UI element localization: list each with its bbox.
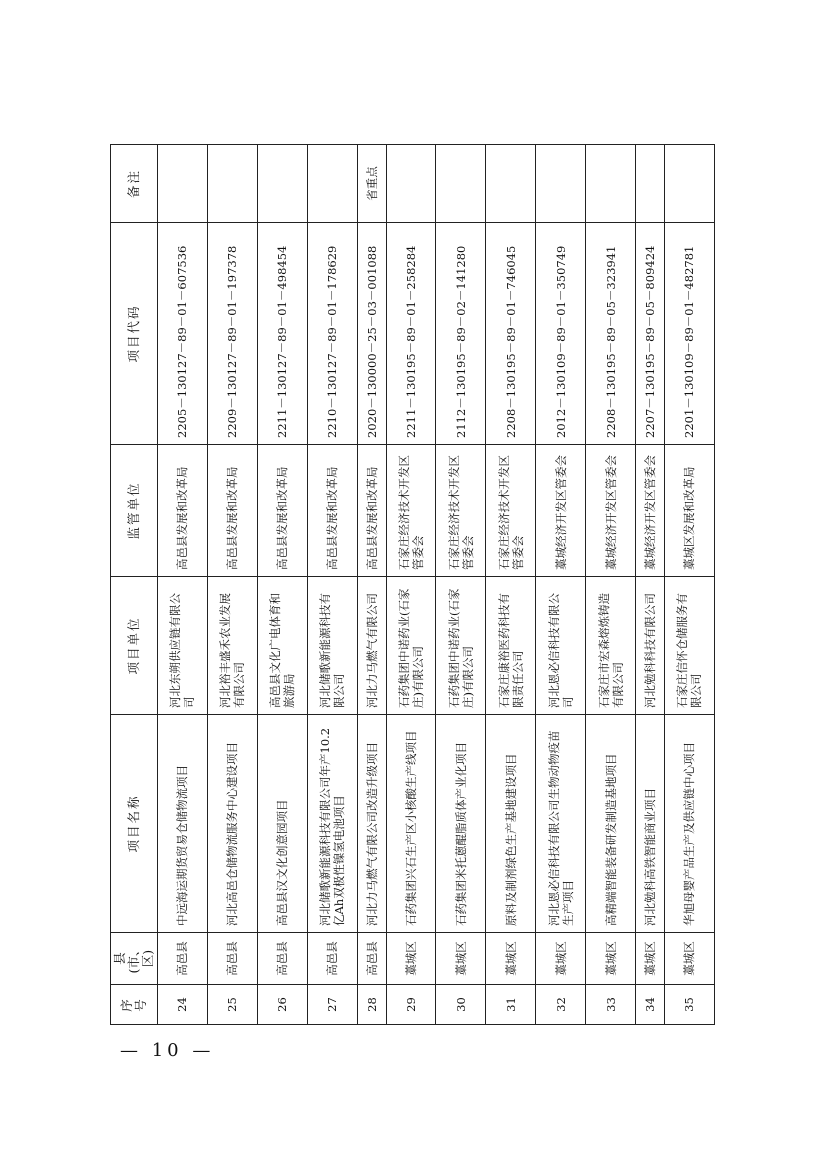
cell-name: 原料及制剂绿色生产基地建设项目 bbox=[486, 715, 536, 933]
cell-county: 高邑县 bbox=[207, 933, 257, 985]
cell-remark bbox=[436, 145, 486, 223]
table-row bbox=[357, 145, 386, 1025]
cell-remark bbox=[664, 145, 714, 223]
cell-name: 河北力马燃气有限公司改造升级项目 bbox=[357, 715, 386, 933]
cell-remark bbox=[257, 145, 307, 223]
cell-county: 藁城区 bbox=[536, 933, 586, 985]
header-supervisor: 监管单位 bbox=[111, 445, 158, 577]
cell-code: 2012－130109－89－01－350749 bbox=[536, 223, 586, 445]
cell-supervisor: 石家庄经济技术开发区管委会 bbox=[386, 445, 436, 577]
table-header-row bbox=[111, 145, 158, 1025]
table-row bbox=[207, 145, 257, 1025]
cell-seq: 32 bbox=[536, 985, 586, 1025]
cell-name: 高精端智能装备研发制造基地项目 bbox=[586, 715, 636, 933]
cell-code: 2201－130109－89－01－482781 bbox=[664, 223, 714, 445]
cell-seq: 30 bbox=[436, 985, 486, 1025]
rotated-table bbox=[110, 145, 715, 1025]
cell-remark bbox=[307, 145, 357, 223]
cell-seq: 24 bbox=[158, 985, 208, 1025]
cell-supervisor: 高邑县发展和改革局 bbox=[257, 445, 307, 577]
cell-unit: 河北东朔供应链有限公司 bbox=[158, 577, 208, 715]
cell-code: 2207－130195－89－05－809424 bbox=[636, 223, 665, 445]
cell-county: 藁城区 bbox=[436, 933, 486, 985]
cell-name: 高邑县汉文化创意园项目 bbox=[257, 715, 307, 933]
cell-unit: 石家庄康裕医药科技有限责任公司 bbox=[486, 577, 536, 715]
header-seq: 序号 bbox=[111, 985, 158, 1025]
cell-unit: 石药集团中诺药业(石家庄)有限公司 bbox=[386, 577, 436, 715]
cell-county: 高邑县 bbox=[307, 933, 357, 985]
header-unit: 项目单位 bbox=[111, 577, 158, 715]
cell-name: 河北恩必信科技有限公司生物动物疫苗生产项目 bbox=[536, 715, 586, 933]
cell-unit: 石家庄市宏森熔炼铸造有限公司 bbox=[586, 577, 636, 715]
cell-code: 2112－130195－89－02－141280 bbox=[436, 223, 486, 445]
cell-supervisor: 高邑县发展和改革局 bbox=[207, 445, 257, 577]
cell-seq: 25 bbox=[207, 985, 257, 1025]
cell-code: 2211－130127－89－01－498454 bbox=[257, 223, 307, 445]
table-row bbox=[257, 145, 307, 1025]
cell-supervisor: 藁城区发展和改革局 bbox=[664, 445, 714, 577]
cell-unit: 石药集团中诺药业(石家庄)有限公司 bbox=[436, 577, 486, 715]
cell-unit: 河北勉科科技有限公司 bbox=[636, 577, 665, 715]
cell-unit: 河北储歌新能源科技有限公司 bbox=[307, 577, 357, 715]
cell-seq: 35 bbox=[664, 985, 714, 1025]
cell-name: 石药集团兴石生产区小核酸生产线项目 bbox=[386, 715, 436, 933]
table-row bbox=[664, 145, 714, 1025]
header-county: 县 (市、区) bbox=[111, 933, 158, 985]
table-row bbox=[486, 145, 536, 1025]
cell-code: 2020－130000－25－03－001088 bbox=[357, 223, 386, 445]
cell-remark bbox=[207, 145, 257, 223]
cell-county: 藁城区 bbox=[386, 933, 436, 985]
cell-name: 河北储歌新能源科技有限公司年产10.2亿Ah双极性镍氢电池项目 bbox=[307, 715, 357, 933]
cell-supervisor: 石家庄经济技术开发区管委会 bbox=[486, 445, 536, 577]
cell-name: 华旭母婴产品生产及供应链中心项目 bbox=[664, 715, 714, 933]
cell-remark: 省重点 bbox=[357, 145, 386, 223]
cell-supervisor: 高邑县发展和改革局 bbox=[158, 445, 208, 577]
cell-seq: 27 bbox=[307, 985, 357, 1025]
table-row bbox=[586, 145, 636, 1025]
table-row bbox=[436, 145, 486, 1025]
table-row bbox=[636, 145, 665, 1025]
cell-remark bbox=[636, 145, 665, 223]
cell-name: 河北勉科高铁智能商业项目 bbox=[636, 715, 665, 933]
cell-seq: 28 bbox=[357, 985, 386, 1025]
cell-seq: 29 bbox=[386, 985, 436, 1025]
table-row bbox=[307, 145, 357, 1025]
cell-unit: 石家庄信怀仓储服务有限公司 bbox=[664, 577, 714, 715]
cell-supervisor: 石家庄经济技术开发区管委会 bbox=[436, 445, 486, 577]
cell-supervisor: 高邑县发展和改革局 bbox=[307, 445, 357, 577]
cell-code: 2211－130195－89－01－258284 bbox=[386, 223, 436, 445]
cell-supervisor: 藁城经济开发区管委会 bbox=[536, 445, 586, 577]
cell-remark bbox=[536, 145, 586, 223]
cell-remark bbox=[386, 145, 436, 223]
project-table bbox=[110, 144, 715, 1025]
cell-unit: 河北裕丰盛禾农业发展有限公司 bbox=[207, 577, 257, 715]
cell-code: 2205－130127－89－01－607536 bbox=[158, 223, 208, 445]
cell-code: 2209－130127－89－01－197378 bbox=[207, 223, 257, 445]
cell-code: 2210－130127－89－01－178629 bbox=[307, 223, 357, 445]
header-name: 项目名称 bbox=[111, 715, 158, 933]
cell-county: 藁城区 bbox=[586, 933, 636, 985]
cell-name: 中远海运期货贸易仓储物流项目 bbox=[158, 715, 208, 933]
cell-county: 藁城区 bbox=[486, 933, 536, 985]
cell-remark bbox=[486, 145, 536, 223]
table-row bbox=[158, 145, 208, 1025]
cell-county: 藁城区 bbox=[664, 933, 714, 985]
cell-county: 高邑县 bbox=[357, 933, 386, 985]
cell-unit: 高邑县文化广电体育和旅游局 bbox=[257, 577, 307, 715]
cell-remark bbox=[586, 145, 636, 223]
page-number: — 10 — bbox=[120, 1040, 215, 1061]
cell-seq: 34 bbox=[636, 985, 665, 1025]
cell-name: 石药集团米托蒽醌脂质体产业化项目 bbox=[436, 715, 486, 933]
cell-supervisor: 藁城经济开发区管委会 bbox=[636, 445, 665, 577]
header-remark: 备注 bbox=[111, 145, 158, 223]
cell-seq: 26 bbox=[257, 985, 307, 1025]
cell-unit: 河北力马燃气有限公司 bbox=[357, 577, 386, 715]
cell-seq: 31 bbox=[486, 985, 536, 1025]
table-row bbox=[386, 145, 436, 1025]
rotated-table-wrapper bbox=[110, 145, 715, 1025]
cell-unit: 河北恩必信科技有限公司 bbox=[536, 577, 586, 715]
cell-code: 2208－130195－89－01－746045 bbox=[486, 223, 536, 445]
cell-seq: 33 bbox=[586, 985, 636, 1025]
cell-supervisor: 藁城经济开发区管委会 bbox=[586, 445, 636, 577]
cell-county: 藁城区 bbox=[636, 933, 665, 985]
header-code: 项目代码 bbox=[111, 223, 158, 445]
cell-code: 2208－130195－89－05－323941 bbox=[586, 223, 636, 445]
cell-county: 高邑县 bbox=[257, 933, 307, 985]
cell-name: 河北高邑仓储物流服务中心建设项目 bbox=[207, 715, 257, 933]
cell-remark bbox=[158, 145, 208, 223]
table-row bbox=[536, 145, 586, 1025]
cell-county: 高邑县 bbox=[158, 933, 208, 985]
cell-supervisor: 高邑县发展和改革局 bbox=[357, 445, 386, 577]
